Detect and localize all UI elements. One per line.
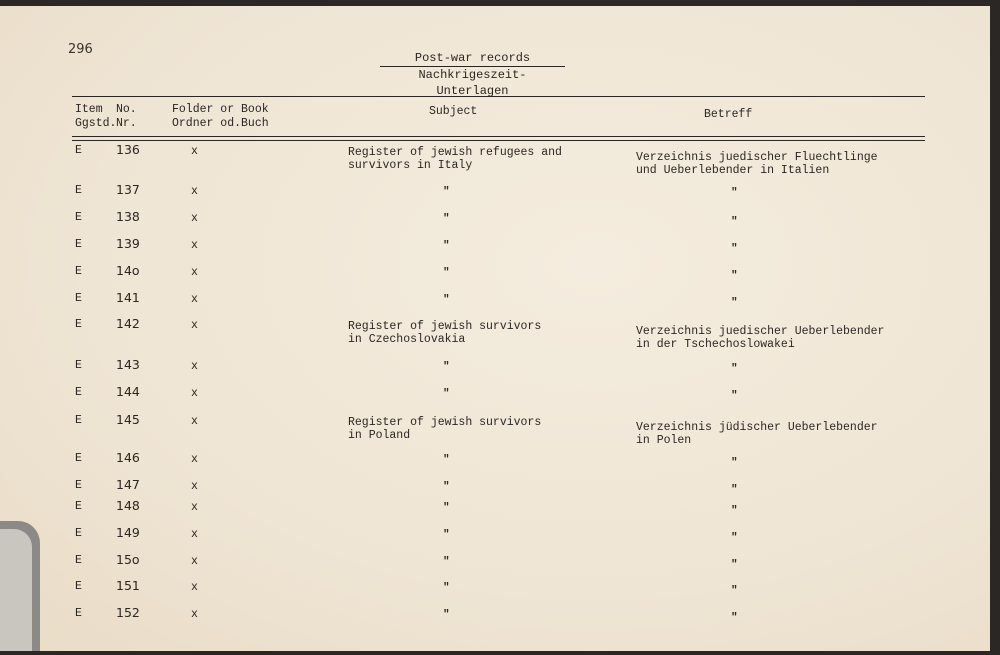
cell-folder: x — [191, 360, 198, 373]
cell-betreff-line: Verzeichnis jüdischer Ueberlebender — [636, 421, 878, 434]
cell-number: 138 — [116, 209, 140, 224]
document-page — [0, 6, 990, 651]
cell-betreff-line: " — [731, 585, 738, 597]
cell-betreff-line: und Ueberlebender in Italien — [636, 164, 830, 177]
cell-betreff-line: " — [731, 216, 738, 228]
cell-subject-line: Register of jewish refugees and — [348, 146, 562, 159]
cell-betreff-line: " — [731, 559, 738, 571]
cell-betreff-line: " — [731, 243, 738, 255]
header-folder-line2: Ordner od.Buch — [172, 117, 269, 130]
cell-folder: x — [191, 185, 198, 198]
cell-subject-line: " — [443, 529, 450, 541]
cell-subject-line: " — [443, 582, 450, 594]
cell-betreff-line: in der Tschechoslowakei — [636, 338, 795, 351]
header-top-rule — [72, 96, 925, 97]
cell-number: 152 — [116, 605, 140, 620]
cell-item: E — [75, 238, 82, 251]
cell-betreff-line: " — [731, 390, 738, 402]
cell-folder: x — [191, 480, 198, 493]
cell-subject-line: " — [443, 186, 450, 198]
cell-item: E — [75, 184, 82, 197]
cell-item: E — [75, 554, 82, 567]
cell-folder: x — [191, 608, 198, 621]
cell-number: 149 — [116, 525, 140, 540]
header-folder-line1: Folder or Book — [172, 103, 269, 116]
cell-betreff-line: " — [731, 532, 738, 544]
cell-betreff-line: " — [731, 505, 738, 517]
cell-item: E — [75, 452, 82, 465]
cell-subject-line: in Poland — [348, 429, 411, 442]
cell-betreff-line: " — [731, 270, 738, 282]
cell-subject-line: " — [443, 556, 450, 568]
cell-subject-line: " — [443, 240, 450, 252]
cell-number: 151 — [116, 578, 140, 593]
cell-item: E — [75, 580, 82, 593]
cell-number: 143 — [116, 357, 140, 372]
title-german: Nachkrigeszeit- Unterlagen — [418, 68, 527, 98]
cell-number: 141 — [116, 290, 140, 305]
cell-betreff-line: " — [731, 457, 738, 469]
cell-folder: x — [191, 581, 198, 594]
cell-folder: x — [191, 453, 198, 466]
cell-subject-line: Register of jewish survivors — [348, 416, 542, 429]
cell-number: 144 — [116, 384, 140, 399]
cell-subject-line: survivors in Italy — [348, 159, 473, 172]
header-subject: Subject — [429, 105, 478, 118]
cell-betreff-line: Verzeichnis juedischer Fluechtlinge — [636, 151, 878, 164]
cell-number: 148 — [116, 498, 140, 513]
cell-number: 15o — [116, 552, 140, 567]
cell-item: E — [75, 211, 82, 224]
cell-number: 136 — [116, 142, 140, 157]
cell-item: E — [75, 386, 82, 399]
cell-folder: x — [191, 145, 198, 158]
cell-item: E — [75, 292, 82, 305]
cell-subject-line: " — [443, 361, 450, 373]
cell-subject-line: " — [443, 294, 450, 306]
cell-folder: x — [191, 415, 198, 428]
page-number: 296 — [68, 42, 93, 57]
header-item-line1: Item — [75, 103, 103, 116]
cell-subject-line: Register of jewish survivors — [348, 320, 542, 333]
cell-subject-line: " — [443, 267, 450, 279]
cell-item: E — [75, 265, 82, 278]
header-no — [116, 103, 137, 131]
cell-betreff-line: Verzeichnis juedischer Ueberlebender — [636, 325, 885, 338]
cell-folder: x — [191, 555, 198, 568]
page-edge-fold — [0, 529, 32, 651]
cell-subject-line: " — [443, 502, 450, 514]
header-folder — [172, 103, 269, 131]
cell-folder: x — [191, 266, 198, 279]
title-english: Post-war records — [380, 50, 565, 67]
cell-number: 147 — [116, 477, 140, 492]
cell-folder: x — [191, 212, 198, 225]
header-bottom-rule — [72, 136, 925, 137]
cell-subject-line: in Czechoslovakia — [348, 333, 466, 346]
cell-number: 146 — [116, 450, 140, 465]
cell-number: 137 — [116, 182, 140, 197]
cell-betreff-line: " — [731, 187, 738, 199]
cell-item: E — [75, 500, 82, 513]
cell-subject-line: " — [443, 388, 450, 400]
cell-subject-line: " — [443, 481, 450, 493]
cell-betreff-line: " — [731, 612, 738, 624]
header-betreff: Betreff — [704, 108, 753, 121]
cell-item: E — [75, 414, 82, 427]
cell-item: E — [75, 607, 82, 620]
cell-folder: x — [191, 501, 198, 514]
header-bottom-rule-second — [72, 140, 925, 141]
cell-item: E — [75, 479, 82, 492]
cell-number: 139 — [116, 236, 140, 251]
header-item-line2: Ggstd. — [75, 117, 117, 130]
header-no-line1: No. — [116, 103, 137, 116]
cell-item: E — [75, 527, 82, 540]
header-no-line2: Nr. — [116, 117, 137, 130]
cell-folder: x — [191, 239, 198, 252]
cell-number: 145 — [116, 412, 140, 427]
cell-folder: x — [191, 528, 198, 541]
cell-item: E — [75, 318, 82, 331]
cell-subject-line: " — [443, 213, 450, 225]
cell-subject-line: " — [443, 609, 450, 621]
cell-number: 142 — [116, 316, 140, 331]
cell-betreff-line: " — [731, 363, 738, 375]
cell-betreff-line: in Polen — [636, 434, 692, 447]
cell-subject-line: " — [443, 454, 450, 466]
cell-folder: x — [191, 319, 198, 332]
cell-folder: x — [191, 387, 198, 400]
cell-item: E — [75, 144, 82, 157]
cell-folder: x — [191, 293, 198, 306]
header-item — [75, 103, 116, 131]
cell-betreff-line: " — [731, 297, 738, 309]
cell-item: E — [75, 359, 82, 372]
cell-betreff-line: " — [731, 484, 738, 496]
cell-number: 14o — [116, 263, 140, 278]
